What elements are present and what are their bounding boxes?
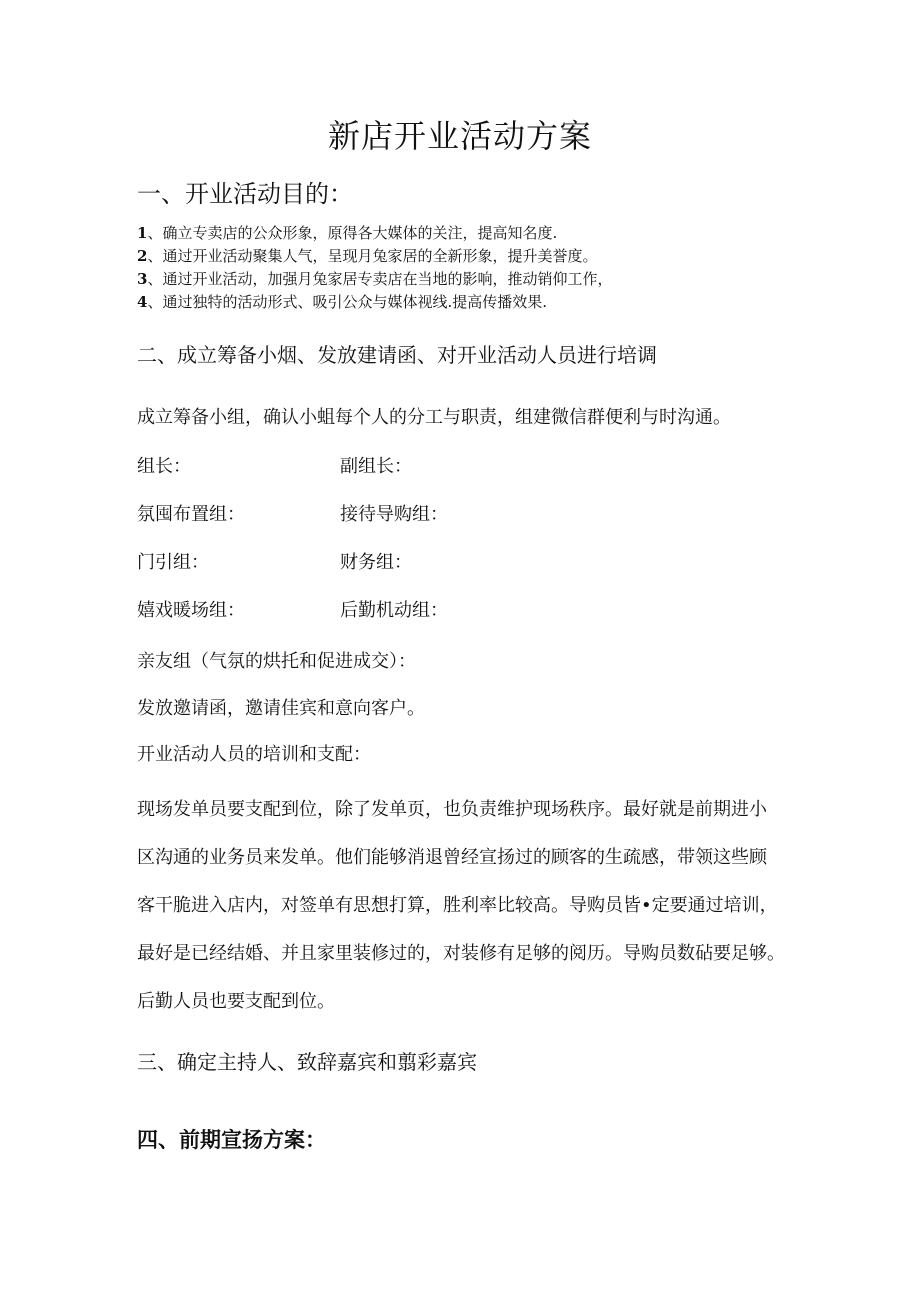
goal-number: 1 <box>137 224 148 242</box>
goals-list <box>137 222 817 314</box>
section1-heading: 一、开业活动目的： <box>137 180 353 208</box>
invite-line: 发放邀请函，邀请佳宾和意向客户。 <box>137 698 425 719</box>
role-row <box>137 597 817 645</box>
role-row <box>137 549 817 597</box>
section3-heading: 三、确定主持人、致辞嘉宾和翦彩嘉宾 <box>137 1050 477 1074</box>
body-line: 现场发单员要支配到位，除了发单页，也负责维护现场秩序。最好就是前期进小 <box>137 799 767 820</box>
role-row <box>137 453 817 501</box>
goal-number: 2 <box>137 247 148 265</box>
role-label: 门引组： <box>137 552 209 573</box>
goal-item <box>137 268 817 291</box>
role-label: 组长： <box>137 456 191 477</box>
goal-text: 、通过开业活动聚集人气，呈现月兔家居的全新形象，提升美誉度。 <box>147 247 598 265</box>
goal-item <box>137 222 817 245</box>
goal-text: 、通过独特的活动形式、吸引公众与媒体视线.提高传播效果. <box>147 293 547 311</box>
document-title: 新店开业活动方案 <box>327 117 592 155</box>
body-line: 后勤人员也要支配到位。 <box>137 991 335 1012</box>
role-label: 财务组： <box>340 552 412 573</box>
goal-number: 4 <box>137 293 148 311</box>
body-line: 最好是已经结婚、并且家里装修过的，对装修有足够的阅历。导购员数砧要足够。 <box>137 943 785 964</box>
goal-item <box>137 245 817 268</box>
goal-item <box>137 291 817 314</box>
section4-heading: 四、前期宣扬方案： <box>137 1128 326 1152</box>
training-heading: 开业活动人员的培训和支配： <box>137 744 371 765</box>
goal-text: 、通过开业活动，加强月兔家居专卖店在当地的影响，推动销仰工作， <box>147 270 613 288</box>
training-body <box>137 786 787 1026</box>
family-group-line: 亲友组（气氛的烘托和促进成交）： <box>137 651 416 672</box>
section2-heading: 二、成立筹备小烟、发放建请函、对开业活动人员进行培调 <box>137 343 657 367</box>
body-line: 区沟通的业务员来发单。他们能够消退曾经宣扬过的顾客的生疏感，带领这些顾 <box>137 847 767 868</box>
goal-number: 3 <box>137 270 148 288</box>
section2-intro: 成立筹备小组，确认小蛆每个人的分工与职责，组建微信群便利与时沟通。 <box>137 407 731 428</box>
role-label: 氛囤布置组： <box>137 504 245 525</box>
roles-grid <box>137 453 817 645</box>
role-row <box>137 501 817 549</box>
role-label: 接待导购组： <box>340 504 448 525</box>
goal-text: 、确立专卖店的公众形象，原得各大媒体的关注，提高知名度. <box>147 224 558 242</box>
body-line: 客干脆进入店内，对签单有思想打算，胜利率比较高。导购员皆•定要通过培训， <box>137 895 778 916</box>
role-label: 嬉戏暖场组： <box>137 600 245 621</box>
role-label: 副组长： <box>340 456 412 477</box>
role-label: 后勤机动组： <box>340 600 448 621</box>
